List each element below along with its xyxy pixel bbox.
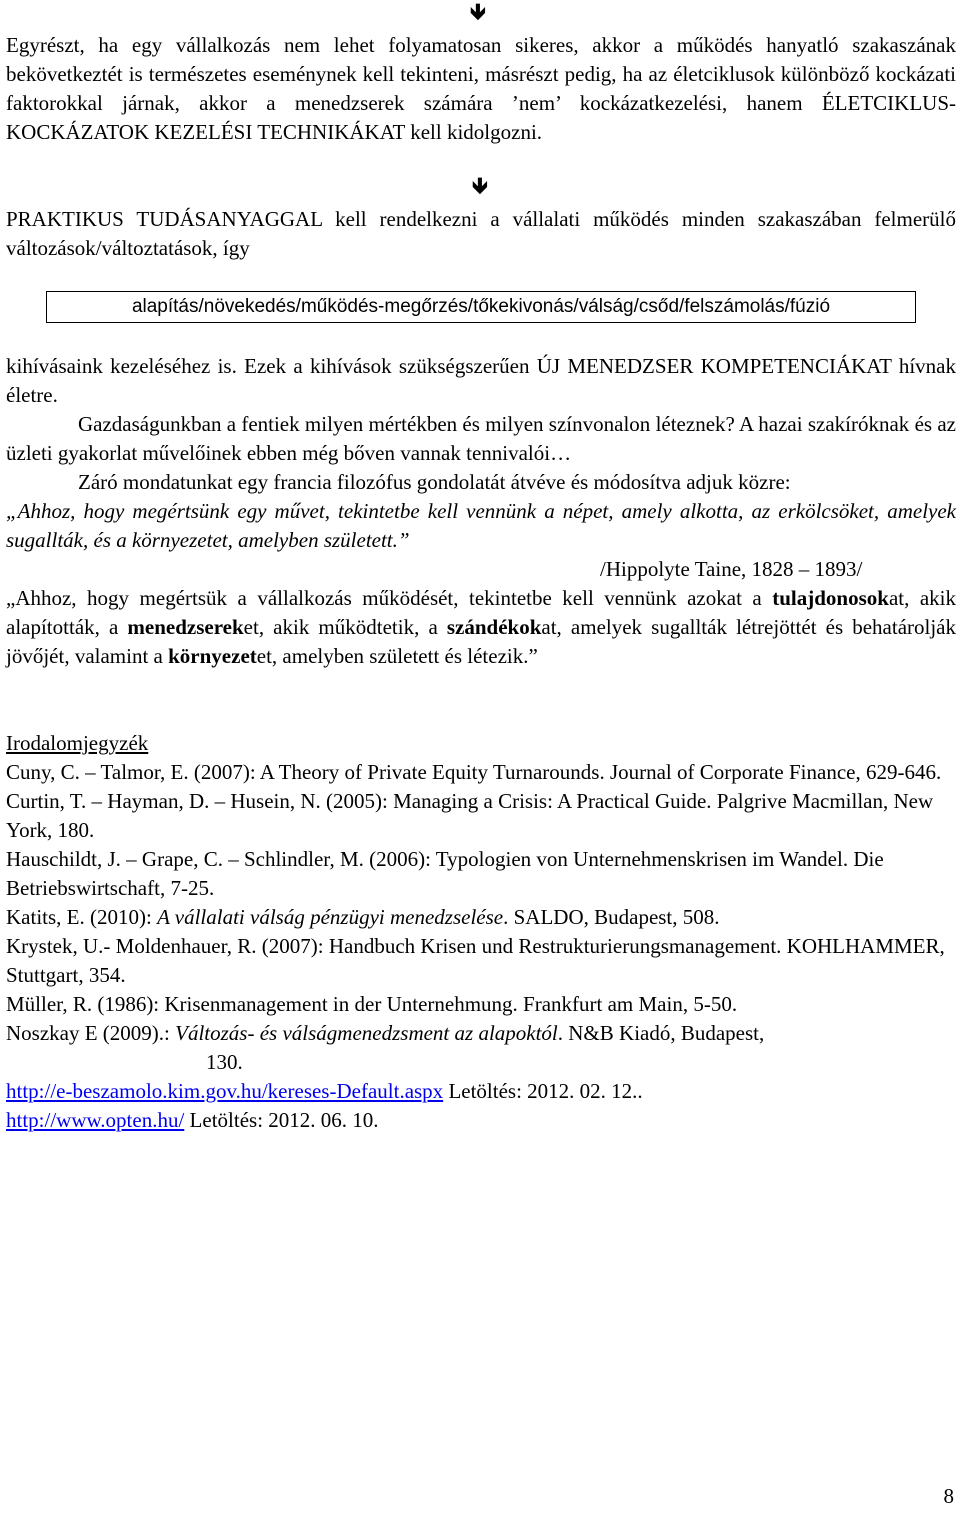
quote-text: at, amelyek sugallták létrejöttét és behatárolják jövőjét, valamint a [6,615,956,668]
reference-title: A vállalati válság pénzügyi menedzselése [157,905,504,929]
lifecycle-stages-box: alapítás/növekedés/működés-megőrzés/tőkekivonás/válság/csőd/felszámolás/fúzió [46,291,916,323]
page-number: 8 [943,1484,954,1508]
reference-item-continuation: 130. [206,1050,243,1074]
quote-bold-managers: menedzserek [127,615,244,639]
reference-title: Változás- és válságmenedzsment az alapoktól [175,1021,558,1045]
reference-text: Katits, E. (2010): [6,905,158,929]
reference-item: Müller, R. (1986): Krisenmanagement in der Unternehmung. Frankfurt am Main, 5-50. [6,992,738,1016]
quote-text: et, amelyben született és létezik.” [256,644,538,668]
quote-text: at, akik alapították, a [6,586,956,639]
paragraph-closing-intro: Záró mondatunkat egy francia filozófus gondolatát átvéve és módosítva adjuk közre: [78,470,791,494]
quote-bold-intentions: szándékok [446,615,542,639]
paragraph-lifecycle: Egyrészt, ha egy vállalkozás nem lehet folyamatosan sikeres, akkor a működés hanyatló szakaszának bekövetkeztét is természetes eseménynek kell tekinteni, másrészt pedig, ha az életciklusok különböző kockázati faktorokkal járnak, akkor a menedzserek számára ’nem’ kockázatkezelési, hanem ÉLETCIKLUS-KOCKÁZATOK KEZELÉSI TECHNIKÁKAT kell kidolgozni. [6,33,956,144]
paragraph-practical-knowledge: PRAKTIKUS TUDÁSANYAGGAL kell rendelkezni a vállalati működés minden szakaszában felmerülő változások/változtatások, így [6,207,956,260]
reference-text: . SALDO, Budapest, 508. [503,905,720,929]
down-arrow-icon: 🡻 [472,174,488,199]
reference-text: . N&B Kiadó, Budapest, [557,1021,765,1045]
paragraph-economy-question: Gazdaságunkban a fentiek milyen mértékben és milyen színvonalon léteznek? A hazai szakíróknak és az üzleti gyakorlat művelőinek ebben még bőven vannak tennivalói… [6,412,956,465]
reference-item [6,1019,956,1048]
final-adapted-quote [6,584,956,671]
reference-item: Krystek, U.- Moldenhauer, R. (2007): Handbuch Krisen und Restrukturierungsmanagement. KOHLHAMMER, Stuttgart, 354. [6,934,945,987]
reference-item [6,903,956,932]
e-beszamolo-link[interactable]: http://e-beszamolo.kim.gov.hu/kereses-Default.aspx [6,1079,444,1103]
quote-attribution: /Hippolyte Taine, 1828 – 1893/ [600,557,863,581]
paragraph-challenges: kihívásaink kezeléséhez is. Ezek a kihívások szükségszerűen ÚJ MENEDZSER KOMPETENCIÁKAT hívnak életre. [6,354,956,407]
reference-item: Curtin, T. – Hayman, D. – Husein, N. (2005): Managing a Crisis: A Practical Guide. Palgrive Macmillan, New York, 180. [6,789,934,842]
quote-text: „Ahhoz, hogy megértsük a vállalkozás működését, tekintetbe kell vennünk azokat a [6,586,773,610]
quote-bold-environment: környezet [168,644,257,668]
reference-item: Hauschildt, J. – Grape, C. – Schlindler, M. (2006): Typologien von Unternehmenskrisen im Wandel. Die Betriebswirtschaft, 7-25. [6,847,884,900]
reference-item: Cuny, C. – Talmor, E. (2007): A Theory of Private Equity Turnarounds. Journal of Corporate Finance, 629-646. [6,760,942,784]
quote-text: et, akik működtetik, a [243,615,447,639]
taine-quote: „Ahhoz, hogy megértsünk egy művet, tekintetbe kell vennünk a népet, amely alkotta, az erkölcsöket, amelyek sugallták, és a környezetet, amelyben született.” [6,499,956,552]
opten-link[interactable]: http://www.opten.hu/ [6,1108,185,1132]
reference-list [6,758,956,1135]
download-date: Letöltés: 2012. 06. 10. [184,1108,379,1132]
reference-item [6,1106,956,1135]
download-date: Letöltés: 2012. 02. 12.. [443,1079,643,1103]
reference-text: Noszkay E (2009).: [6,1021,176,1045]
quote-bold-owners: tulajdonosok [772,586,889,610]
down-arrow-icon: 🡻 [470,0,486,25]
reference-item [6,1077,956,1106]
bibliography-title: Irodalomjegyzék [6,731,149,755]
